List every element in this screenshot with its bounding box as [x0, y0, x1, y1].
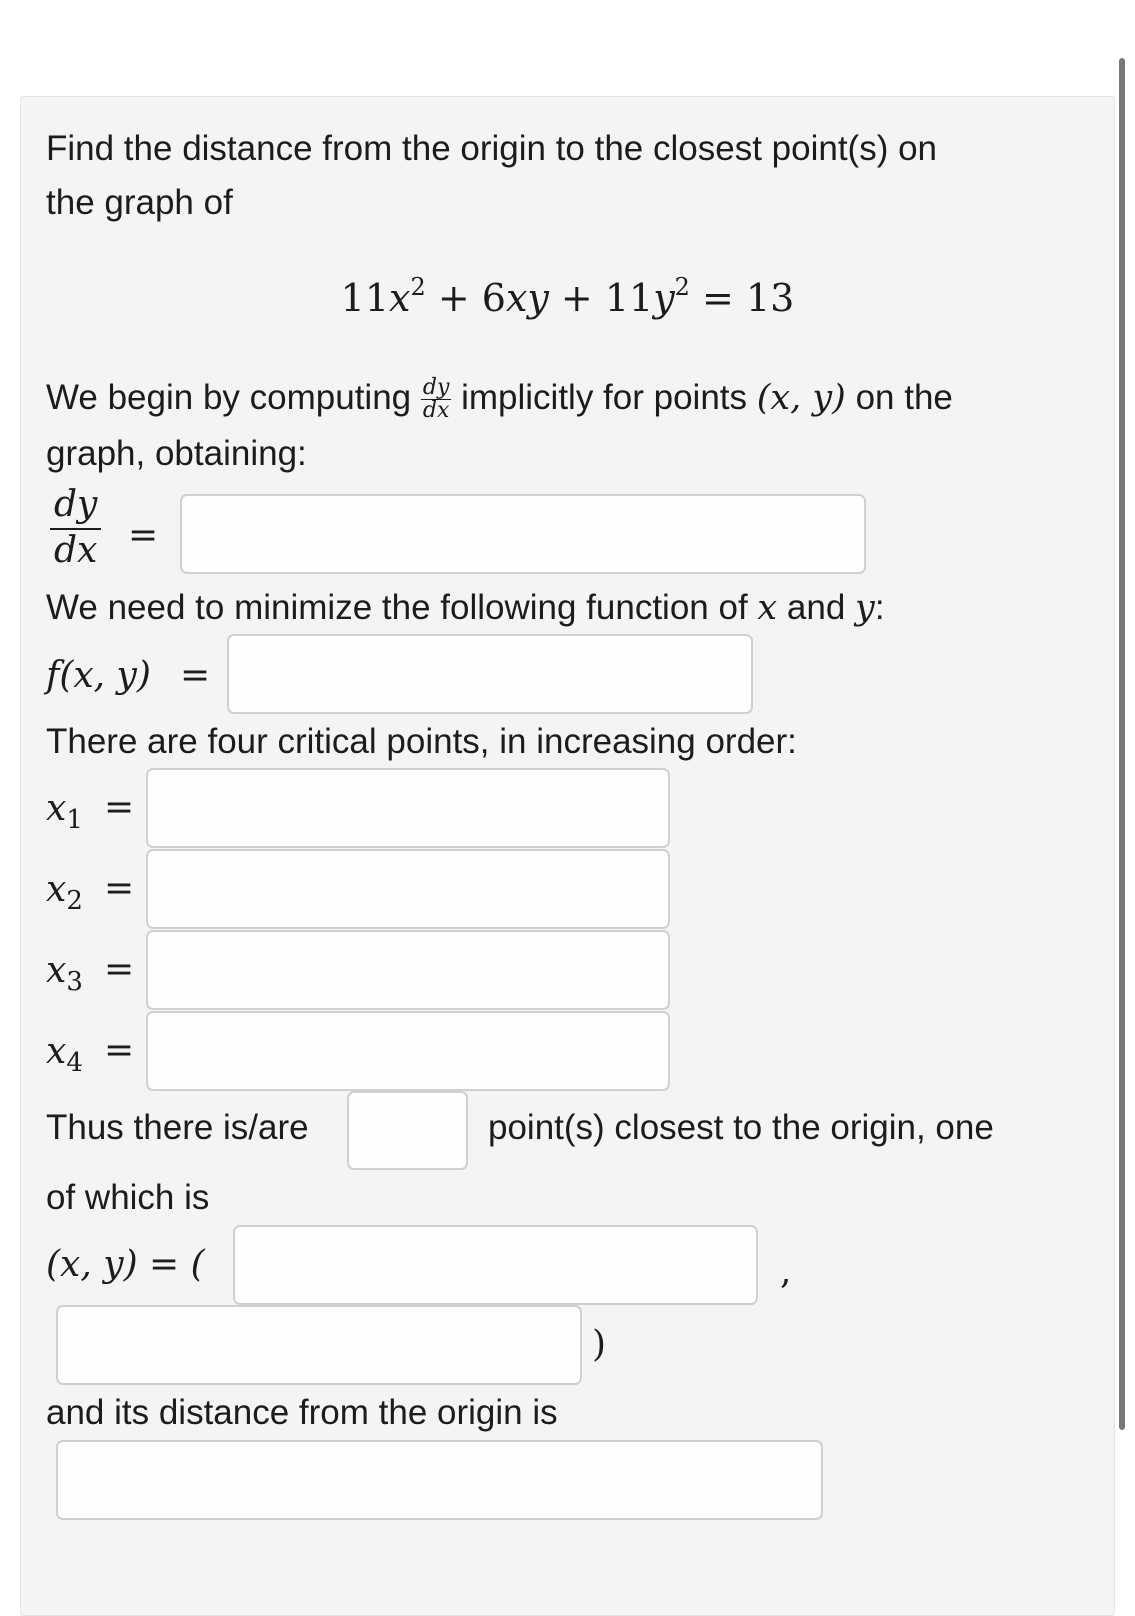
- x2-label: $x_2$: [46, 869, 83, 916]
- curve-equation: $11x^2 + 6xy + 11y^2 = 13$: [340, 273, 795, 320]
- x1-input[interactable]: [146, 768, 670, 848]
- equals-sign: =: [128, 515, 159, 556]
- x3-input[interactable]: [146, 930, 670, 1010]
- dydx-input[interactable]: [180, 494, 866, 574]
- begin-line: We begin by computing $\frac{dy}{dx}$ implicitly for points (x, y) on the: [46, 375, 953, 424]
- closest-count-input[interactable]: [347, 1091, 468, 1170]
- x1-label: $x_1$: [46, 788, 83, 835]
- thus-text-2: point(s) closest to the origin, one: [488, 1108, 994, 1147]
- x2-equals: =: [104, 868, 135, 909]
- scrollbar[interactable]: [1119, 58, 1125, 1430]
- f-label: f(x, y): [46, 655, 151, 696]
- of-which-text: of which is: [46, 1178, 210, 1217]
- begin-line-2: graph, obtaining:: [46, 434, 307, 473]
- distance-text: and its distance from the origin is: [46, 1393, 558, 1432]
- distance-input[interactable]: [56, 1440, 823, 1520]
- intro-line-1: Find the distance from the origin to the closest point(s) on: [46, 129, 938, 168]
- x2-input[interactable]: [146, 849, 670, 929]
- x3-label: $x_3$: [46, 950, 83, 997]
- thus-text: Thus there is/are: [46, 1108, 309, 1147]
- comma: ,: [780, 1251, 792, 1292]
- x4-equals: =: [104, 1030, 135, 1071]
- minimize-line: We need to minimize the following function of x and y:: [46, 588, 885, 628]
- point-y-input[interactable]: [56, 1305, 582, 1385]
- f-input[interactable]: [227, 634, 753, 714]
- close-paren: ): [592, 1324, 607, 1365]
- point-x-input[interactable]: [233, 1225, 758, 1305]
- x1-equals: =: [104, 787, 135, 828]
- x4-input[interactable]: [146, 1011, 670, 1091]
- x3-equals: =: [104, 949, 135, 990]
- point-label: (x, y) = (: [46, 1244, 205, 1285]
- f-equals: =: [180, 655, 211, 696]
- dydx-inline-fraction: $\frac{dy}{dx}$: [422, 375, 450, 424]
- dydx-fraction: $\frac{dy}{dx}$: [50, 484, 101, 572]
- critical-points-text: There are four critical points, in increasing order:: [46, 722, 797, 761]
- x4-label: $x_4$: [46, 1031, 83, 1078]
- intro-line-2: the graph of: [46, 183, 233, 222]
